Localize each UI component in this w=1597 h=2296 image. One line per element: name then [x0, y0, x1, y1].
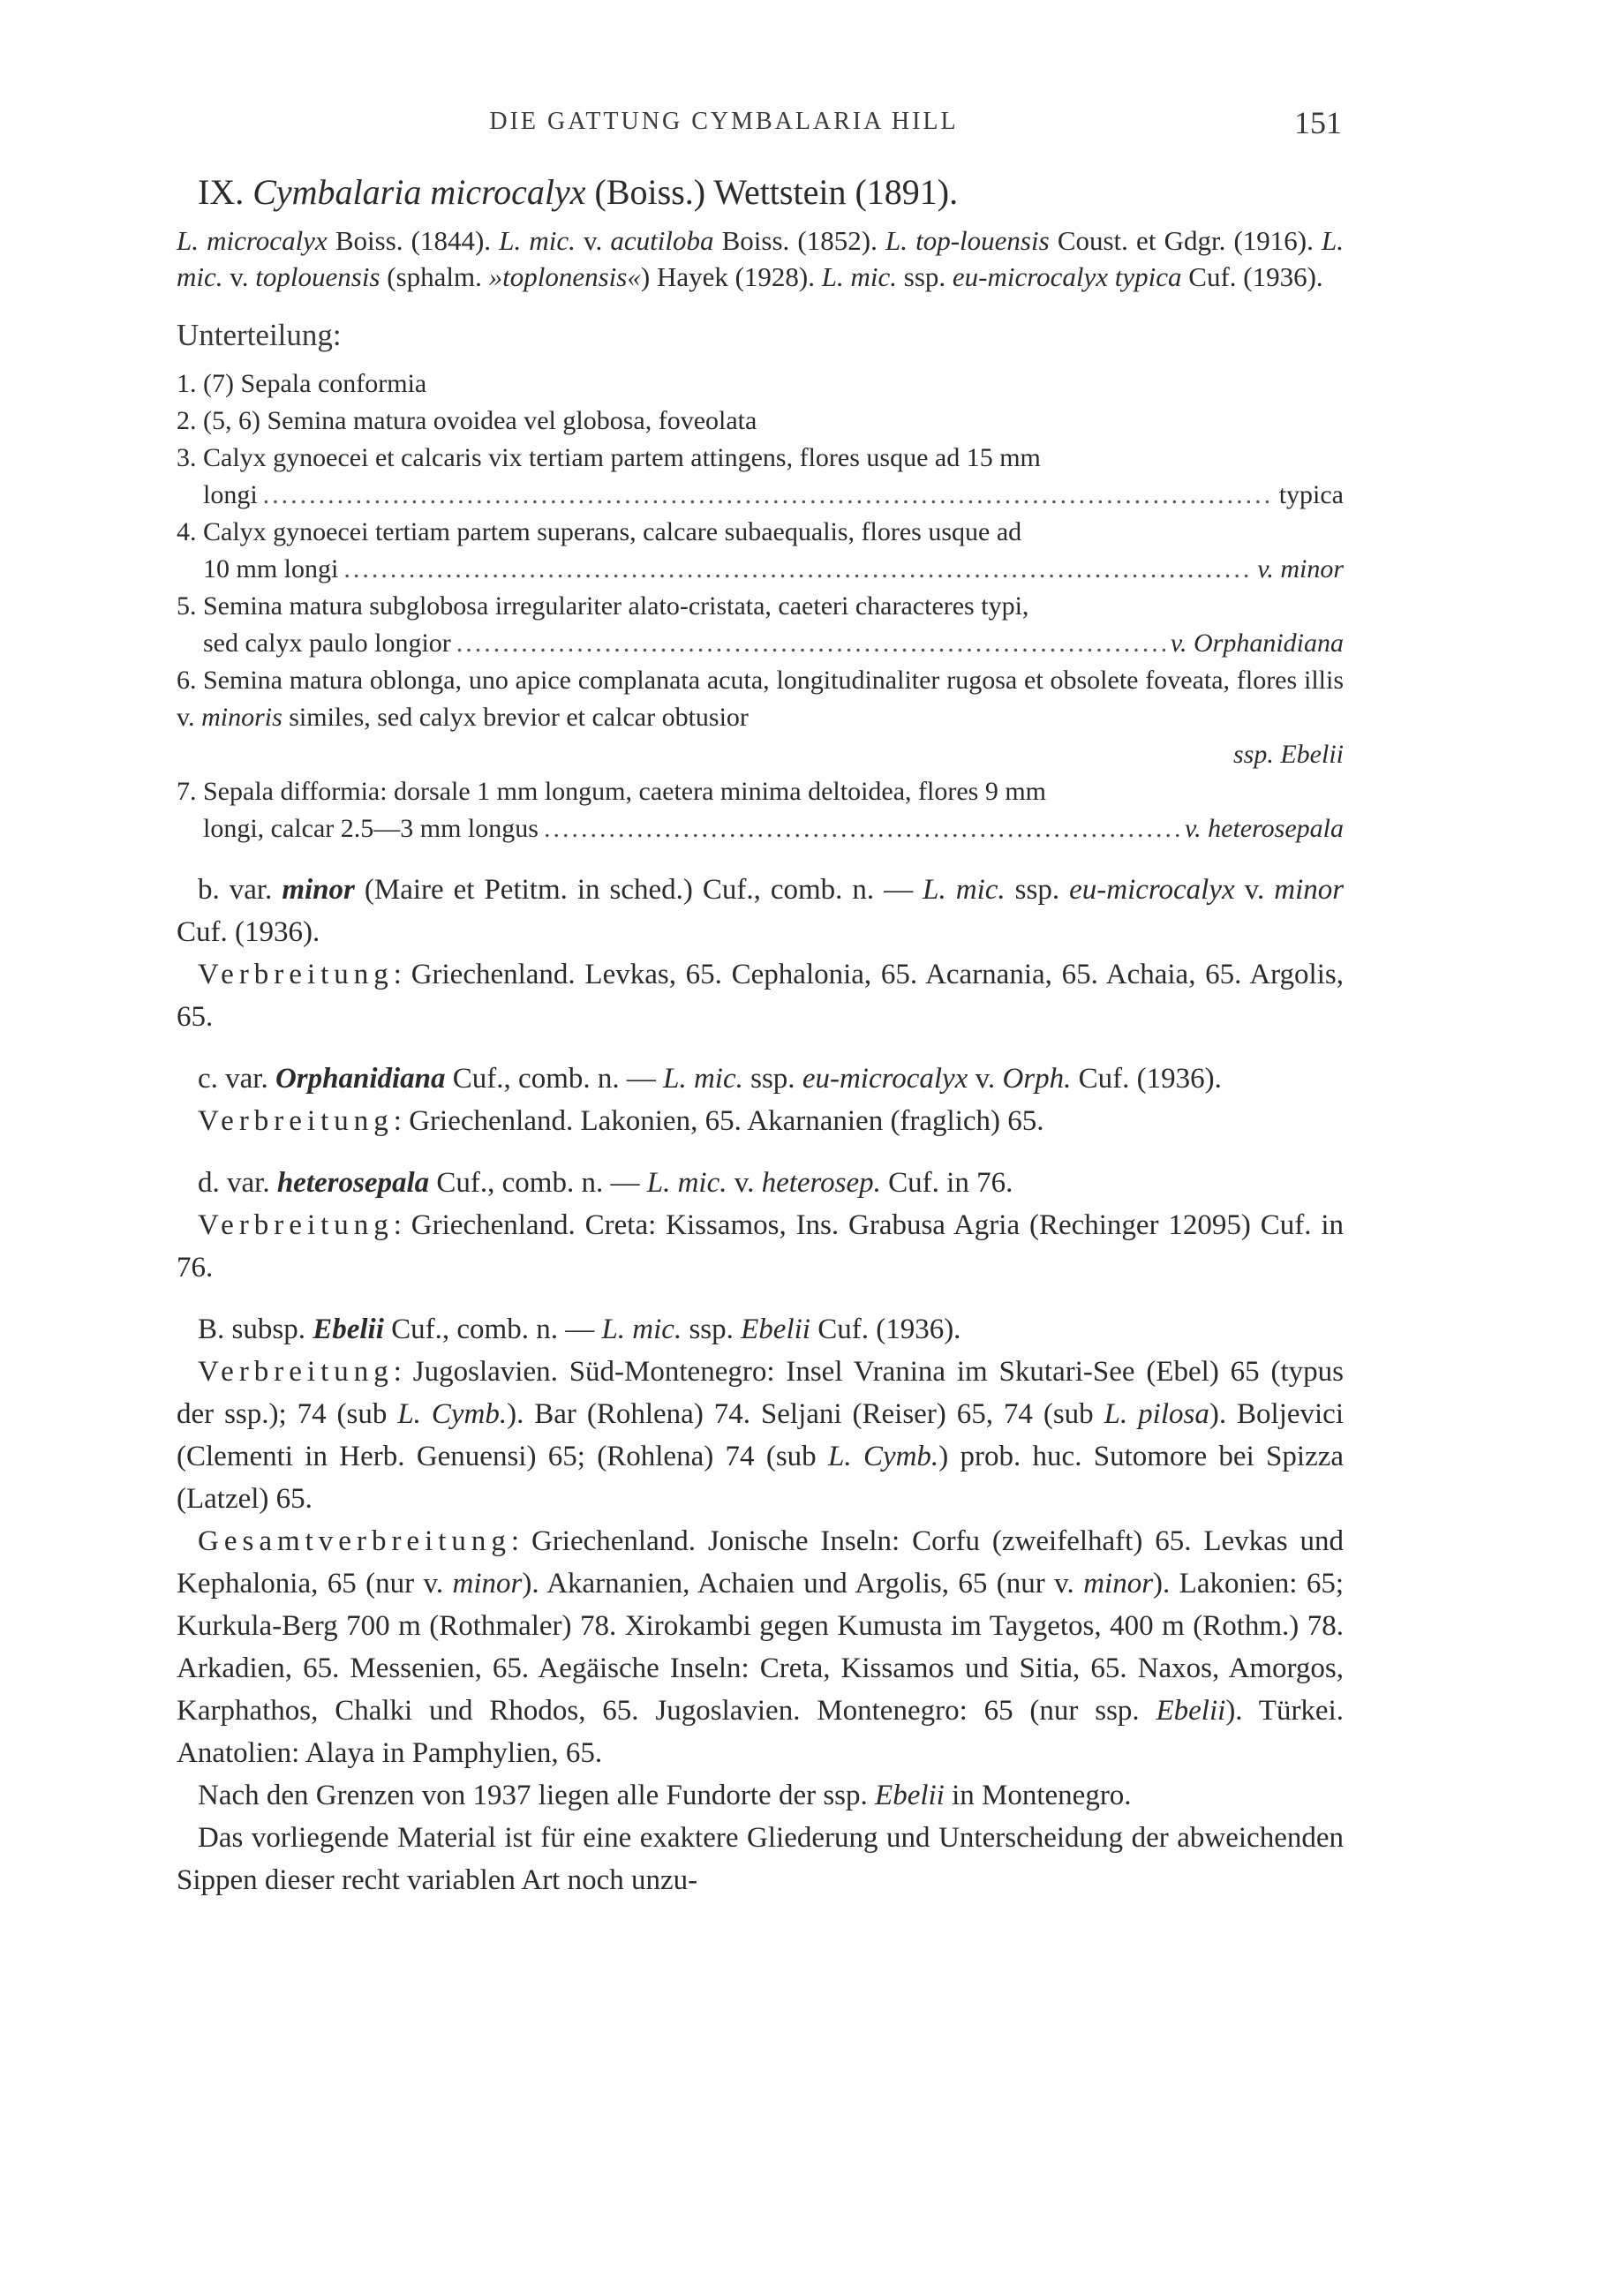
total-distribution: Gesamtverbreitung: Griechenland. Jonische Inseln: Corfu (zweifelhaft) 65. Levkas und Kephalonia, 65 (nur v. minor). Akarnanien, Achaien und Argolis, 65 (nur v. minor). Lakonien: 65; Kurkula-Berg 700 m (Rothmaler) 78. Xirokambi gegen Kumusta im Taygetos, 400 m (Rothm.) 78. Arkadien, 65. Messenien, 65. Aegäische Inseln: Creta, Kissamos und Sitia, 65. Naxos, Amorgos, Karphathos, Chalki und Rhodos, 65. Jugoslavien. Montenegro: 65 (nur ssp. Ebelii). Türkei. Anatolien: Alaya in Pamphylien, 65. [177, 1525, 1345, 1769]
note-borders: Nach den Grenzen von 1937 liegen alle Fundorte der ssp. Ebelii in Montenegro. [198, 1780, 1132, 1811]
key-item: 3. Calyx gynoecei et calcaris vix tertiam partem attingens, flores usque ad 15 mm longi ..... typica [177, 440, 1344, 514]
identification-key [177, 365, 1344, 847]
distribution-ebelii: Verbreitung: Jugoslavien. Süd-Montenegro: Insel Vranina im Skutari-See (Ebel) 65 (typus der ssp.); 74 (sub L. Cymb.). Bar (Rohlena) 74. Seljani (Reiser) 65, 74 (sub L. pilosa). Boljevici (Clementi in Herb. Genuensi) 65; (Rohlena) 74 (sub L. Cymb.) prob. huc. Sutomore bei Spizza (Latzel) 65. [177, 1356, 1345, 1515]
key-item: 6. Semina matura oblonga, uno apice complanata acuta, longitudinaliter rugosa et obsolete foveata, flores illis v. minoris similes, sed calyx brevior et calcar obtusior ssp. Ebelii [177, 666, 1344, 769]
key-item: 4. Calyx gynoecei tertiam partem superans, calcare subaequalis, flores usque ad 10 mm longi ..... v. minor [177, 514, 1344, 588]
running-head: DIE GATTUNG CYMBALARIA HILL [489, 108, 959, 135]
species-heading [198, 168, 1344, 217]
variety-minor: b. var. minor (Maire et Petitm. in sched.) Cuf., comb. n. — L. mic. ssp. eu-microcalyx v. minor Cuf. (1936). [177, 874, 1345, 948]
distribution-minor: Verbreitung: Griechenland. Levkas, 65. Cephalonia, 65. Acarnania, 65. Achaia, 65. Argolis, 65. [177, 959, 1344, 1033]
page-number: 151 [1294, 105, 1342, 140]
key-item: 2. (5, 6) Semina matura ovoidea vel globosa, foveolata [177, 406, 757, 435]
synonymy: L. microcalyx Boiss. (1844). L. mic. v. acutiloba Boiss. (1852). L. top-louensis Coust. et Gdgr. (1916). L. mic. v. toplouensis (sphalm. »toplonensis«) Hayek (1928). L. mic. ssp. eu-microcalyx typica Cuf. (1936). [177, 225, 1344, 292]
key-item: 7. Sepala difformia: dorsale 1 mm longum, caetera minima deltoidea, flores 9 mm longi, calcar 2.5—3 mm longus ..... v. heterosepala [177, 773, 1344, 847]
distribution-heterosepala: Verbreitung: Griechenland. Creta: Kissamos, Ins. Grabusa Agria (Rechinger 12095) Cuf. in 76. [177, 1209, 1344, 1284]
variety-orphanidiana: c. var. Orphanidiana Cuf., comb. n. — L. mic. ssp. eu-microcalyx v. Orph. Cuf. (1936). [198, 1063, 1222, 1095]
species-name: Cymbalaria microcalyx [252, 172, 586, 212]
key-item: 5. Semina matura subglobosa irregulariter alato-cristata, caeteri characteres typi, sed calyx paulo longior ..... v. Orphanidiana [177, 588, 1344, 662]
page-body [177, 168, 1344, 1901]
distribution-orphanidiana: Verbreitung: Griechenland. Lakonien, 65. Akarnanien (fraglich) 65. [198, 1105, 1044, 1137]
species-number: IX. [198, 172, 245, 212]
subspecies-ebelii: B. subsp. Ebelii Cuf., comb. n. — L. mic. ssp. Ebelii Cuf. (1936). [198, 1314, 961, 1345]
variety-heterosepala: d. var. heterosepala Cuf., comb. n. — L. mic. v. heterosep. Cuf. in 76. [198, 1167, 1013, 1199]
section-heading: Unterteilung: [177, 318, 342, 352]
species-authority: (Boiss.) Wettstein (1891). [594, 172, 959, 212]
key-item: 1. (7) Sepala conformia [177, 369, 427, 398]
note-material: Das vorliegende Material ist für eine exaktere Gliederung und Unterscheidung der abweichenden Sippen dieser recht variablen Art noch unzu- [177, 1822, 1344, 1896]
